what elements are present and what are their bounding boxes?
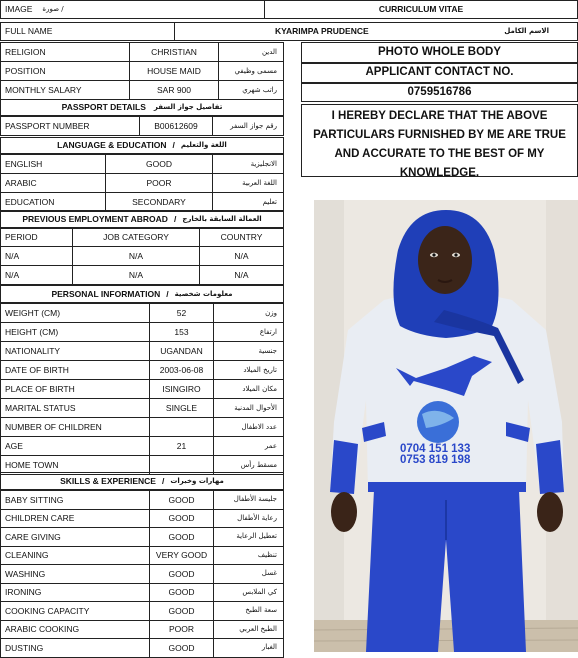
language-row-value: SECONDARY [105,192,213,212]
language-row-arabic: اللغة العربية [212,173,284,193]
passport-number-ar: رقم جواز السفر [212,116,284,136]
employment-cell: N/A [72,265,200,285]
personal-row-arabic: عدد الاطفال [213,417,284,437]
applicant-contact-value: 0759516786 [301,83,578,102]
basic-info-value: HOUSE MAID [129,61,219,81]
basic-info-label: MONTHLY SALARY [0,80,130,100]
full-name-label: FULL NAME [0,22,175,41]
personal-row-value: UGANDAN [149,341,214,361]
basic-info-label: POSITION [0,61,130,81]
skills-title-ar: مهارات وخبرات [170,476,224,485]
employment-section-title: PREVIOUS EMPLOYMENT ABROAD / العمالة السابقة بالخارج [0,210,284,228]
basic-info-arabic: الدين [218,42,284,62]
face [418,226,472,294]
skill-row-arabic: الغبار [213,638,284,658]
language-row-label: EDUCATION [0,192,106,212]
employment-cell: N/A [199,265,284,285]
personal-row-arabic: جنسية [213,341,284,361]
skill-row-value: GOOD [149,638,214,658]
shirt-phone-2: 0753 819 198 [400,454,471,466]
skill-row-arabic: تنظيف [213,546,284,566]
passport-title-ar: تفاصيل جواز السفر [153,103,223,111]
shirt-phone-1: 0704 151 133 [400,443,471,455]
skill-row-value: GOOD [149,583,214,603]
personal-row-arabic: عمر [213,436,284,456]
employment-column-header: COUNTRY [199,228,284,247]
skill-row-arabic: سعة الطبخ [213,601,284,621]
skill-row-arabic: الطبخ العربي [213,620,284,640]
personal-row-arabic: مسقط رأس [213,455,284,475]
language-section-title: LANGUAGE & EDUCATION / اللغة والتعليم [0,137,284,154]
skill-row-label: WASHING [0,564,150,584]
photo-whole-body-title: PHOTO WHOLE BODY [301,42,578,63]
full-name-text: KYARIMPA PRUDENCE [275,26,369,37]
passport-number-value: B00612609 [139,116,213,136]
personal-title: PERSONAL INFORMATION [51,288,161,299]
skill-row-label: CHILDREN CARE [0,509,150,529]
personal-row-label: HOME TOWN [0,455,150,475]
declaration-text: I HEREBY DECLARE THAT THE ABOVE PARTICULARS FURNISHED BY ME ARE TRUE AND ACCURATE TO THE BEST OF MY KNOWLEDGE. [301,104,578,177]
personal-title-ar: معلومات شخصية [174,289,233,298]
personal-row-arabic: مكان الميلاد [213,379,284,399]
personal-row-arabic: الأحوال المدنية [213,398,284,418]
personal-row-value [149,417,214,437]
document-title: CURRICULUM VITAE [264,0,578,19]
employment-title: PREVIOUS EMPLOYMENT ABROAD [22,213,168,224]
image-label: IMAGE [5,4,33,15]
passport-section-title [0,99,284,116]
personal-row-value: 21 [149,436,214,456]
skill-row-value: GOOD [149,490,214,510]
employment-title-ar: العمالة السابقة بالخارج [182,214,262,223]
basic-info-value: CHRISTIAN [129,42,219,62]
employment-cell: N/A [199,246,284,266]
basic-info-value: SAR 900 [129,80,219,100]
language-row-arabic: تعليم [212,192,284,212]
personal-row-label: PLACE OF BIRTH [0,379,150,399]
personal-row-arabic: وزن [213,303,284,323]
skill-row-label: DUSTING [0,638,150,658]
passport-number-label: PASSPORT NUMBER [0,116,140,136]
skill-row-arabic: جليسة الأطفال [213,490,284,510]
employment-column-header: JOB CATEGORY [72,228,200,247]
skill-row-arabic: رعاية الأطفال [213,509,284,529]
personal-row-label: NATIONALITY [0,341,150,361]
full-name-ar: الاسم الكامل [504,27,549,35]
basic-info-arabic: راتب شهري [218,80,284,100]
personal-row-label: DATE OF BIRTH [0,360,150,380]
personal-row-value: 153 [149,322,214,342]
personal-row-arabic: تاريخ الميلاد [213,360,284,380]
skill-row-label: CLEANING [0,546,150,566]
applicant-photo [314,200,578,652]
skills-title: SKILLS & EXPERIENCE [60,475,156,486]
language-row-value: GOOD [105,154,213,174]
personal-row-label: NUMBER OF CHILDREN [0,417,150,437]
language-row-label: ENGLISH [0,154,106,174]
language-row-arabic: الانجليزية [212,154,284,174]
passport-title: PASSPORT DETAILS [61,102,146,113]
language-title: LANGUAGE & EDUCATION [57,140,167,151]
personal-row-value: 2003-06-08 [149,360,214,380]
personal-row-arabic: ارتفاع [213,322,284,342]
skill-row-value: GOOD [149,527,214,547]
skill-row-value: POOR [149,620,214,640]
employment-cell: N/A [0,265,73,285]
image-label-ar: صورة / [42,5,64,13]
personal-row-value: 52 [149,303,214,323]
skill-row-arabic: غسل [213,564,284,584]
personal-row-label: HEIGHT (CM) [0,322,150,342]
skill-row-value: GOOD [149,564,214,584]
personal-row-label: AGE [0,436,150,456]
personal-row-label: MARITAL STATUS [0,398,150,418]
image-label-cell [0,0,265,19]
language-title-ar: اللغة والتعليم [180,141,227,149]
skill-row-label: CARE GIVING [0,527,150,547]
skill-row-label: IRONING [0,583,150,603]
basic-info-label: RELIGION [0,42,130,62]
applicant-contact-label: APPLICANT CONTACT NO. [301,63,578,83]
skill-row-label: COOKING CAPACITY [0,601,150,621]
skill-row-value: VERY GOOD [149,546,214,566]
skills-section-title: SKILLS & EXPERIENCE / مهارات وخبرات [0,472,284,490]
employment-cell: N/A [72,246,200,266]
language-row-value: POOR [105,173,213,193]
basic-info-arabic: مسمى وظيفي [218,61,284,81]
personal-row-label: WEIGHT (CM) [0,303,150,323]
skill-row-arabic: كي الملابس [213,583,284,603]
full-name-value [174,22,578,41]
skill-row-arabic: تعطيل الرعاية [213,527,284,547]
personal-section-title: PERSONAL INFORMATION / معلومات شخصية [0,285,284,303]
skill-row-value: GOOD [149,601,214,621]
personal-row-value: ISINGIRO [149,379,214,399]
employment-column-header: PERIOD [0,228,73,247]
skill-row-value: GOOD [149,509,214,529]
skill-row-label: ARABIC COOKING [0,620,150,640]
skill-row-label: BABY SITTING [0,490,150,510]
photo-floor [314,620,578,652]
personal-row-value: SINGLE [149,398,214,418]
language-row-label: ARABIC [0,173,106,193]
employment-cell: N/A [0,246,73,266]
